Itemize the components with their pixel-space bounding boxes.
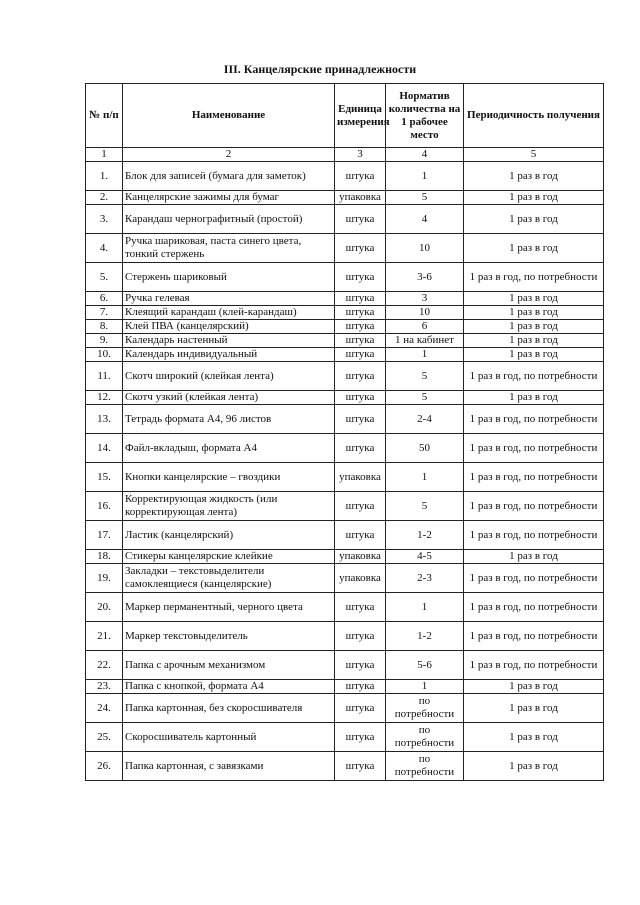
- period-cell: 1 раз в год: [464, 334, 604, 348]
- unit-cell: штука: [335, 263, 386, 292]
- unit-cell: штука: [335, 162, 386, 191]
- row-number-cell: 20.: [86, 593, 123, 622]
- item-name-cell: Стикеры канцелярские клейкие: [123, 550, 335, 564]
- period-cell: 1 раз в год: [464, 391, 604, 405]
- quantity-cell: 1: [386, 680, 464, 694]
- column-number: 3: [335, 148, 386, 162]
- row-number-cell: 18.: [86, 550, 123, 564]
- unit-cell: штука: [335, 234, 386, 263]
- quantity-cell: 1: [386, 463, 464, 492]
- header-quantity: Норматив количества на 1 рабочее место: [386, 84, 464, 148]
- row-number-cell: 19.: [86, 564, 123, 593]
- table-row: [86, 521, 604, 550]
- period-cell: 1 раз в год: [464, 234, 604, 263]
- unit-cell: штука: [335, 334, 386, 348]
- item-name-cell: Файл-вкладыш, формата А4: [123, 434, 335, 463]
- item-name-cell: Папка с арочным механизмом: [123, 651, 335, 680]
- item-name-cell: Клеящий карандаш (клей-карандаш): [123, 306, 335, 320]
- item-name-cell: Папка картонная, без скоросшивателя: [123, 694, 335, 723]
- unit-cell: штука: [335, 593, 386, 622]
- item-name-cell: Закладки – текстовыделители самоклеящиеся (канцелярские): [123, 564, 335, 593]
- quantity-cell: 50: [386, 434, 464, 463]
- table-row: [86, 680, 604, 694]
- row-number-cell: 16.: [86, 492, 123, 521]
- table-row: [86, 292, 604, 306]
- table-row: [86, 348, 604, 362]
- period-cell: 1 раз в год: [464, 348, 604, 362]
- period-cell: 1 раз в год: [464, 205, 604, 234]
- quantity-cell: 1 на кабинет: [386, 334, 464, 348]
- item-name-cell: Ручка шариковая, паста синего цвета, тонкий стержень: [123, 234, 335, 263]
- quantity-cell: 2-4: [386, 405, 464, 434]
- item-name-cell: Ручка гелевая: [123, 292, 335, 306]
- unit-cell: штука: [335, 723, 386, 752]
- row-number-cell: 13.: [86, 405, 123, 434]
- table-row: [86, 263, 604, 292]
- table-row: [86, 320, 604, 334]
- unit-cell: штука: [335, 362, 386, 391]
- row-number-cell: 15.: [86, 463, 123, 492]
- unit-cell: штука: [335, 205, 386, 234]
- row-number-cell: 22.: [86, 651, 123, 680]
- section-title: III. Канцелярские принадлежности: [223, 62, 417, 76]
- item-name-cell: Тетрадь формата А4, 96 листов: [123, 405, 335, 434]
- period-cell: 1 раз в год: [464, 320, 604, 334]
- period-cell: 1 раз в год: [464, 306, 604, 320]
- row-number-cell: 7.: [86, 306, 123, 320]
- supplies-table: [85, 83, 604, 781]
- period-cell: 1 раз в год: [464, 752, 604, 781]
- period-cell: 1 раз в год: [464, 680, 604, 694]
- row-number-cell: 10.: [86, 348, 123, 362]
- period-cell: 1 раз в год, по потребности: [464, 651, 604, 680]
- column-number: 2: [123, 148, 335, 162]
- quantity-cell: 3-6: [386, 263, 464, 292]
- period-cell: 1 раз в год, по потребности: [464, 492, 604, 521]
- row-number-cell: 24.: [86, 694, 123, 723]
- period-cell: 1 раз в год: [464, 191, 604, 205]
- table-row: [86, 334, 604, 348]
- table-row: [86, 362, 604, 391]
- row-number-cell: 2.: [86, 191, 123, 205]
- quantity-cell: 5: [386, 191, 464, 205]
- period-cell: 1 раз в год, по потребности: [464, 263, 604, 292]
- period-cell: 1 раз в год: [464, 694, 604, 723]
- table-row: [86, 463, 604, 492]
- item-name-cell: Календарь индивидуальный: [123, 348, 335, 362]
- quantity-cell: 5: [386, 391, 464, 405]
- table-row: [86, 205, 604, 234]
- table-row: [86, 622, 604, 651]
- item-name-cell: Карандаш чернографитный (простой): [123, 205, 335, 234]
- table-row: [86, 234, 604, 263]
- quantity-cell: по потребности: [386, 752, 464, 781]
- item-name-cell: Кнопки канцелярские – гвоздики: [123, 463, 335, 492]
- period-cell: 1 раз в год, по потребности: [464, 463, 604, 492]
- period-cell: 1 раз в год, по потребности: [464, 434, 604, 463]
- header-name: Наименование: [123, 84, 335, 148]
- unit-cell: штука: [335, 651, 386, 680]
- item-name-cell: Ластик (канцелярский): [123, 521, 335, 550]
- row-number-cell: 6.: [86, 292, 123, 306]
- row-number-cell: 1.: [86, 162, 123, 191]
- table-row: [86, 651, 604, 680]
- quantity-cell: 5-6: [386, 651, 464, 680]
- period-cell: 1 раз в год, по потребности: [464, 593, 604, 622]
- unit-cell: штука: [335, 391, 386, 405]
- period-cell: 1 раз в год, по потребности: [464, 564, 604, 593]
- period-cell: 1 раз в год, по потребности: [464, 405, 604, 434]
- quantity-cell: 1: [386, 348, 464, 362]
- item-name-cell: Календарь настенный: [123, 334, 335, 348]
- column-number-row: [86, 148, 604, 162]
- item-name-cell: Папка картонная, с завязками: [123, 752, 335, 781]
- row-number-cell: 11.: [86, 362, 123, 391]
- table-row: [86, 492, 604, 521]
- item-name-cell: Корректирующая жидкость (или корректирующая лента): [123, 492, 335, 521]
- column-number: 4: [386, 148, 464, 162]
- row-number-cell: 14.: [86, 434, 123, 463]
- item-name-cell: Блок для записей (бумага для заметок): [123, 162, 335, 191]
- row-number-cell: 8.: [86, 320, 123, 334]
- table-row: [86, 564, 604, 593]
- unit-cell: штука: [335, 348, 386, 362]
- period-cell: 1 раз в год: [464, 550, 604, 564]
- quantity-cell: 6: [386, 320, 464, 334]
- unit-cell: штука: [335, 680, 386, 694]
- quantity-cell: 4: [386, 205, 464, 234]
- item-name-cell: Стержень шариковый: [123, 263, 335, 292]
- row-number-cell: 5.: [86, 263, 123, 292]
- table-row: [86, 405, 604, 434]
- quantity-cell: 3: [386, 292, 464, 306]
- row-number-cell: 3.: [86, 205, 123, 234]
- unit-cell: штука: [335, 752, 386, 781]
- item-name-cell: Папка с кнопкой, формата А4: [123, 680, 335, 694]
- unit-cell: штука: [335, 306, 386, 320]
- row-number-cell: 9.: [86, 334, 123, 348]
- table-row: [86, 306, 604, 320]
- table-row: [86, 391, 604, 405]
- unit-cell: штука: [335, 492, 386, 521]
- table-row: [86, 434, 604, 463]
- header-number: № п/п: [86, 84, 123, 148]
- item-name-cell: Скоросшиватель картонный: [123, 723, 335, 752]
- item-name-cell: Маркер перманентный, черного цвета: [123, 593, 335, 622]
- row-number-cell: 23.: [86, 680, 123, 694]
- item-name-cell: Маркер текстовыделитель: [123, 622, 335, 651]
- header-row: [86, 84, 604, 148]
- row-number-cell: 26.: [86, 752, 123, 781]
- table-row: [86, 593, 604, 622]
- table-row: [86, 752, 604, 781]
- quantity-cell: 1-2: [386, 622, 464, 651]
- table-row: [86, 723, 604, 752]
- period-cell: 1 раз в год, по потребности: [464, 622, 604, 651]
- item-name-cell: Скотч узкий (клейкая лента): [123, 391, 335, 405]
- quantity-cell: 4-5: [386, 550, 464, 564]
- quantity-cell: 10: [386, 234, 464, 263]
- period-cell: 1 раз в год: [464, 723, 604, 752]
- item-name-cell: Скотч широкий (клейкая лента): [123, 362, 335, 391]
- period-cell: 1 раз в год, по потребности: [464, 521, 604, 550]
- unit-cell: штука: [335, 694, 386, 723]
- item-name-cell: Канцелярские зажимы для бумаг: [123, 191, 335, 205]
- table-row: [86, 162, 604, 191]
- unit-cell: упаковка: [335, 550, 386, 564]
- table-row: [86, 550, 604, 564]
- unit-cell: штука: [335, 622, 386, 651]
- table-row: [86, 694, 604, 723]
- row-number-cell: 17.: [86, 521, 123, 550]
- quantity-cell: 1: [386, 593, 464, 622]
- quantity-cell: 5: [386, 362, 464, 391]
- row-number-cell: 12.: [86, 391, 123, 405]
- row-number-cell: 25.: [86, 723, 123, 752]
- quantity-cell: по потребности: [386, 723, 464, 752]
- quantity-cell: 1: [386, 162, 464, 191]
- unit-cell: штука: [335, 434, 386, 463]
- header-unit: Единица измерения: [335, 84, 386, 148]
- period-cell: 1 раз в год, по потребности: [464, 362, 604, 391]
- unit-cell: штука: [335, 320, 386, 334]
- quantity-cell: 5: [386, 492, 464, 521]
- quantity-cell: 1-2: [386, 521, 464, 550]
- unit-cell: штука: [335, 405, 386, 434]
- unit-cell: упаковка: [335, 463, 386, 492]
- row-number-cell: 21.: [86, 622, 123, 651]
- column-number: 1: [86, 148, 123, 162]
- header-period: Периодичность получения: [464, 84, 604, 148]
- quantity-cell: по потребности: [386, 694, 464, 723]
- column-number: 5: [464, 148, 604, 162]
- unit-cell: упаковка: [335, 191, 386, 205]
- unit-cell: штука: [335, 292, 386, 306]
- item-name-cell: Клей ПВА (канцелярский): [123, 320, 335, 334]
- unit-cell: упаковка: [335, 564, 386, 593]
- period-cell: 1 раз в год: [464, 292, 604, 306]
- table-row: [86, 191, 604, 205]
- unit-cell: штука: [335, 521, 386, 550]
- row-number-cell: 4.: [86, 234, 123, 263]
- period-cell: 1 раз в год: [464, 162, 604, 191]
- quantity-cell: 10: [386, 306, 464, 320]
- quantity-cell: 2-3: [386, 564, 464, 593]
